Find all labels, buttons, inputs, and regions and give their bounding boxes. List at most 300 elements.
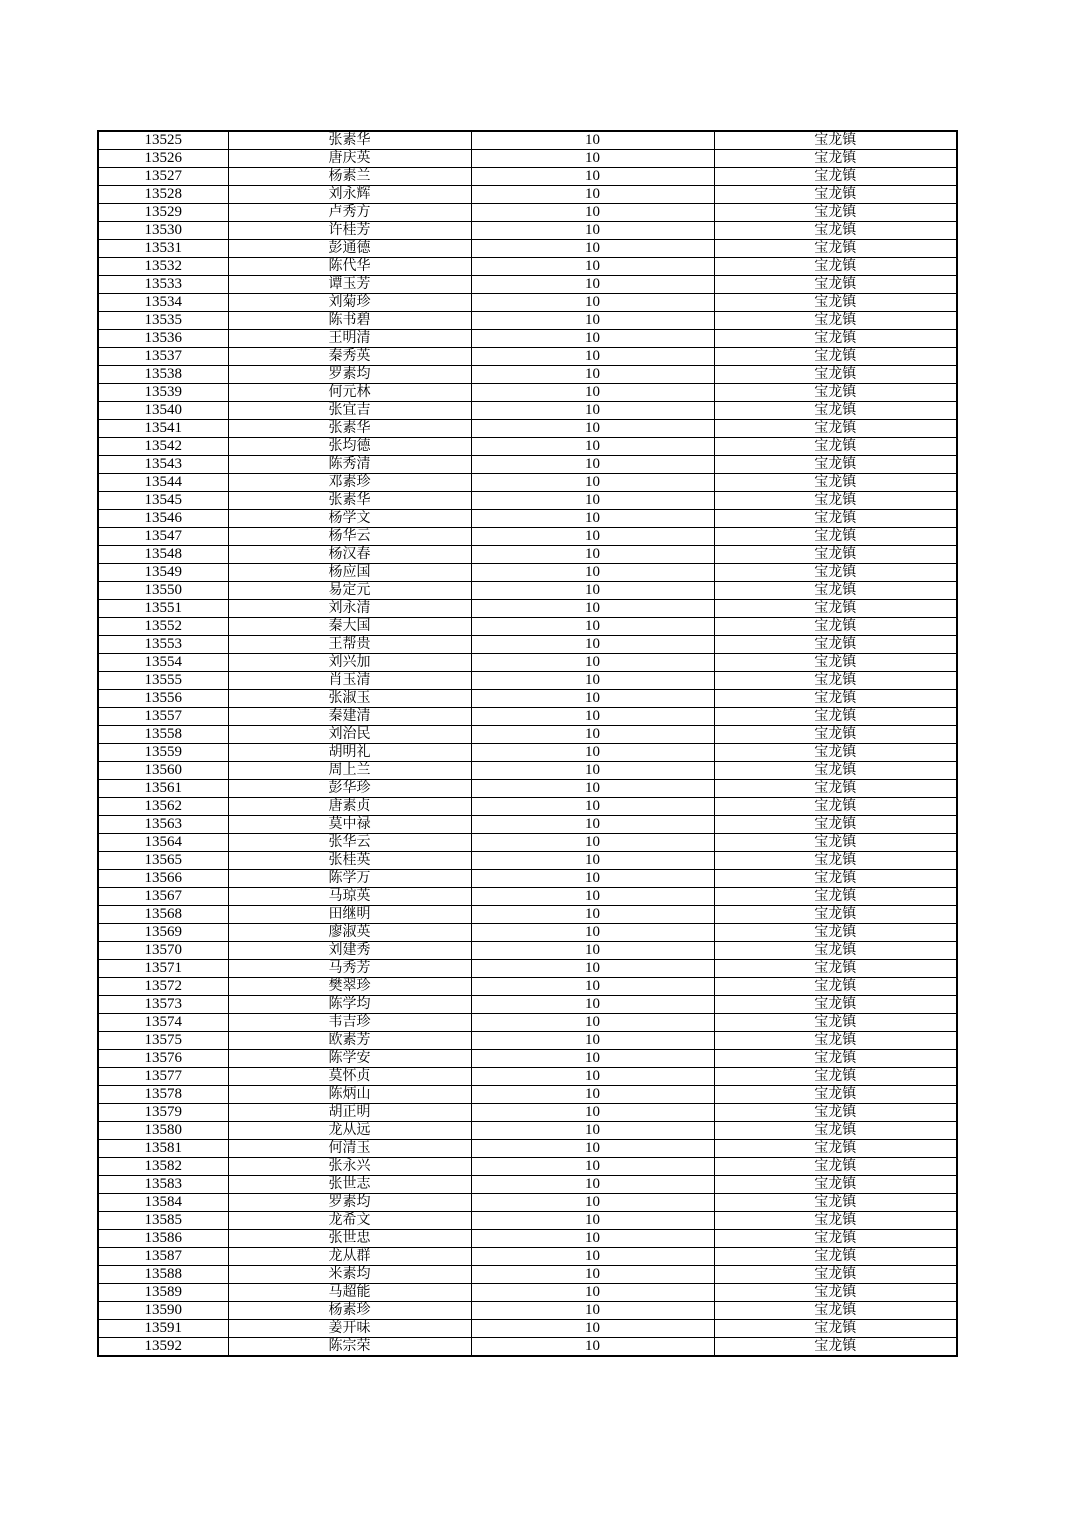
serial-number-cell: 13588: [98, 1266, 228, 1284]
amount-cell: 10: [471, 1122, 714, 1140]
name-cell: 张永兴: [228, 1158, 471, 1176]
table-row: [98, 312, 957, 330]
serial-number-cell: 13543: [98, 456, 228, 474]
serial-number-cell: 13527: [98, 168, 228, 186]
serial-number-cell: 13580: [98, 1122, 228, 1140]
town-cell: 宝龙镇: [714, 852, 957, 870]
name-cell: 莫中禄: [228, 816, 471, 834]
serial-number-cell: 13566: [98, 870, 228, 888]
serial-number-cell: 13538: [98, 366, 228, 384]
name-cell: 邓素珍: [228, 474, 471, 492]
table-row: [98, 1032, 957, 1050]
table-row: [98, 618, 957, 636]
name-cell: 许桂芳: [228, 222, 471, 240]
town-cell: 宝龙镇: [714, 131, 957, 150]
serial-number-cell: 13584: [98, 1194, 228, 1212]
serial-number-cell: 13573: [98, 996, 228, 1014]
town-cell: 宝龙镇: [714, 510, 957, 528]
serial-number-cell: 13536: [98, 330, 228, 348]
town-cell: 宝龙镇: [714, 1122, 957, 1140]
serial-number-cell: 13528: [98, 186, 228, 204]
town-cell: 宝龙镇: [714, 1104, 957, 1122]
serial-number-cell: 13582: [98, 1158, 228, 1176]
town-cell: 宝龙镇: [714, 366, 957, 384]
roster-table: [97, 130, 958, 1357]
town-cell: 宝龙镇: [714, 1176, 957, 1194]
serial-number-cell: 13565: [98, 852, 228, 870]
serial-number-cell: 13537: [98, 348, 228, 366]
serial-number-cell: 13560: [98, 762, 228, 780]
table-row: [98, 294, 957, 312]
serial-number-cell: 13544: [98, 474, 228, 492]
name-cell: 张华云: [228, 834, 471, 852]
serial-number-cell: 13546: [98, 510, 228, 528]
table-row: [98, 564, 957, 582]
name-cell: 陈学均: [228, 996, 471, 1014]
table-row: [98, 978, 957, 996]
town-cell: 宝龙镇: [714, 276, 957, 294]
table-row: [98, 1320, 957, 1338]
serial-number-cell: 13549: [98, 564, 228, 582]
table-row: [98, 1212, 957, 1230]
name-cell: 秦大国: [228, 618, 471, 636]
table-row: [98, 1194, 957, 1212]
town-cell: 宝龙镇: [714, 942, 957, 960]
table-row: [98, 1104, 957, 1122]
amount-cell: 10: [471, 1248, 714, 1266]
amount-cell: 10: [471, 726, 714, 744]
serial-number-cell: 13535: [98, 312, 228, 330]
town-cell: 宝龙镇: [714, 240, 957, 258]
amount-cell: 10: [471, 348, 714, 366]
table-row: [98, 834, 957, 852]
serial-number-cell: 13564: [98, 834, 228, 852]
table-row: [98, 348, 957, 366]
town-cell: 宝龙镇: [714, 1338, 957, 1357]
town-cell: 宝龙镇: [714, 1158, 957, 1176]
amount-cell: 10: [471, 1284, 714, 1302]
name-cell: 马琼英: [228, 888, 471, 906]
name-cell: 肖玉清: [228, 672, 471, 690]
table-row: [98, 420, 957, 438]
name-cell: 张素华: [228, 420, 471, 438]
serial-number-cell: 13585: [98, 1212, 228, 1230]
table-row: [98, 1086, 957, 1104]
table-row: [98, 240, 957, 258]
table-row: [98, 582, 957, 600]
amount-cell: 10: [471, 1050, 714, 1068]
table-row: [98, 456, 957, 474]
town-cell: 宝龙镇: [714, 1212, 957, 1230]
serial-number-cell: 13563: [98, 816, 228, 834]
name-cell: 罗素均: [228, 366, 471, 384]
amount-cell: 10: [471, 402, 714, 420]
town-cell: 宝龙镇: [714, 1086, 957, 1104]
amount-cell: 10: [471, 492, 714, 510]
amount-cell: 10: [471, 1302, 714, 1320]
town-cell: 宝龙镇: [714, 1068, 957, 1086]
amount-cell: 10: [471, 978, 714, 996]
name-cell: 刘永辉: [228, 186, 471, 204]
town-cell: 宝龙镇: [714, 744, 957, 762]
amount-cell: 10: [471, 600, 714, 618]
serial-number-cell: 13561: [98, 780, 228, 798]
amount-cell: 10: [471, 834, 714, 852]
serial-number-cell: 13551: [98, 600, 228, 618]
amount-cell: 10: [471, 1338, 714, 1357]
table-row: [98, 258, 957, 276]
table-row: [98, 816, 957, 834]
town-cell: 宝龙镇: [714, 564, 957, 582]
serial-number-cell: 13531: [98, 240, 228, 258]
amount-cell: 10: [471, 852, 714, 870]
town-cell: 宝龙镇: [714, 348, 957, 366]
serial-number-cell: 13572: [98, 978, 228, 996]
serial-number-cell: 13555: [98, 672, 228, 690]
amount-cell: 10: [471, 816, 714, 834]
amount-cell: 10: [471, 1104, 714, 1122]
town-cell: 宝龙镇: [714, 402, 957, 420]
town-cell: 宝龙镇: [714, 726, 957, 744]
amount-cell: 10: [471, 150, 714, 168]
amount-cell: 10: [471, 330, 714, 348]
amount-cell: 10: [471, 258, 714, 276]
table-row: [98, 1338, 957, 1357]
name-cell: 马超能: [228, 1284, 471, 1302]
town-cell: 宝龙镇: [714, 888, 957, 906]
table-row: [98, 492, 957, 510]
name-cell: 杨汉春: [228, 546, 471, 564]
name-cell: 陈宗荣: [228, 1338, 471, 1357]
name-cell: 杨应国: [228, 564, 471, 582]
serial-number-cell: 13533: [98, 276, 228, 294]
serial-number-cell: 13542: [98, 438, 228, 456]
town-cell: 宝龙镇: [714, 312, 957, 330]
amount-cell: 10: [471, 546, 714, 564]
table-row: [98, 690, 957, 708]
town-cell: 宝龙镇: [714, 1194, 957, 1212]
table-row: [98, 1302, 957, 1320]
serial-number-cell: 13578: [98, 1086, 228, 1104]
serial-number-cell: 13550: [98, 582, 228, 600]
amount-cell: 10: [471, 384, 714, 402]
town-cell: 宝龙镇: [714, 1266, 957, 1284]
name-cell: 罗素均: [228, 1194, 471, 1212]
serial-number-cell: 13559: [98, 744, 228, 762]
town-cell: 宝龙镇: [714, 1032, 957, 1050]
town-cell: 宝龙镇: [714, 1050, 957, 1068]
name-cell: 陈学万: [228, 870, 471, 888]
table-row: [98, 762, 957, 780]
serial-number-cell: 13574: [98, 1014, 228, 1032]
serial-number-cell: 13558: [98, 726, 228, 744]
town-cell: 宝龙镇: [714, 204, 957, 222]
name-cell: 秦秀英: [228, 348, 471, 366]
name-cell: 张宜吉: [228, 402, 471, 420]
serial-number-cell: 13532: [98, 258, 228, 276]
table-row: [98, 1158, 957, 1176]
name-cell: 张世忠: [228, 1230, 471, 1248]
serial-number-cell: 13548: [98, 546, 228, 564]
amount-cell: 10: [471, 204, 714, 222]
name-cell: 刘菊珍: [228, 294, 471, 312]
name-cell: 刘永清: [228, 600, 471, 618]
town-cell: 宝龙镇: [714, 546, 957, 564]
amount-cell: 10: [471, 131, 714, 150]
town-cell: 宝龙镇: [714, 618, 957, 636]
table-row: [98, 1140, 957, 1158]
serial-number-cell: 13571: [98, 960, 228, 978]
serial-number-cell: 13589: [98, 1284, 228, 1302]
town-cell: 宝龙镇: [714, 330, 957, 348]
table-row: [98, 1050, 957, 1068]
table-row: [98, 150, 957, 168]
serial-number-cell: 13525: [98, 131, 228, 150]
name-cell: 龙希文: [228, 1212, 471, 1230]
town-cell: 宝龙镇: [714, 978, 957, 996]
name-cell: 周上兰: [228, 762, 471, 780]
name-cell: 张淑玉: [228, 690, 471, 708]
town-cell: 宝龙镇: [714, 600, 957, 618]
table-row: [98, 636, 957, 654]
amount-cell: 10: [471, 1032, 714, 1050]
table-row: [98, 672, 957, 690]
town-cell: 宝龙镇: [714, 960, 957, 978]
amount-cell: 10: [471, 510, 714, 528]
name-cell: 廖淑英: [228, 924, 471, 942]
serial-number-cell: 13553: [98, 636, 228, 654]
name-cell: 彭华珍: [228, 780, 471, 798]
amount-cell: 10: [471, 1176, 714, 1194]
name-cell: 龙从群: [228, 1248, 471, 1266]
serial-number-cell: 13554: [98, 654, 228, 672]
table-row: [98, 888, 957, 906]
amount-cell: 10: [471, 312, 714, 330]
table-row: [98, 510, 957, 528]
name-cell: 欧素芳: [228, 1032, 471, 1050]
town-cell: 宝龙镇: [714, 150, 957, 168]
serial-number-cell: 13529: [98, 204, 228, 222]
table-row: [98, 708, 957, 726]
amount-cell: 10: [471, 618, 714, 636]
amount-cell: 10: [471, 744, 714, 762]
name-cell: 刘兴加: [228, 654, 471, 672]
serial-number-cell: 13568: [98, 906, 228, 924]
name-cell: 卢秀方: [228, 204, 471, 222]
serial-number-cell: 13541: [98, 420, 228, 438]
serial-number-cell: 13567: [98, 888, 228, 906]
table-row: [98, 726, 957, 744]
amount-cell: 10: [471, 474, 714, 492]
name-cell: 何清玉: [228, 1140, 471, 1158]
name-cell: 彭通德: [228, 240, 471, 258]
town-cell: 宝龙镇: [714, 438, 957, 456]
serial-number-cell: 13591: [98, 1320, 228, 1338]
name-cell: 唐庆英: [228, 150, 471, 168]
amount-cell: 10: [471, 888, 714, 906]
table-row: [98, 654, 957, 672]
amount-cell: 10: [471, 1140, 714, 1158]
name-cell: 何元林: [228, 384, 471, 402]
amount-cell: 10: [471, 1158, 714, 1176]
name-cell: 韦吉珍: [228, 1014, 471, 1032]
name-cell: 刘治民: [228, 726, 471, 744]
amount-cell: 10: [471, 582, 714, 600]
amount-cell: 10: [471, 654, 714, 672]
amount-cell: 10: [471, 636, 714, 654]
serial-number-cell: 13534: [98, 294, 228, 312]
town-cell: 宝龙镇: [714, 1284, 957, 1302]
table-row: [98, 204, 957, 222]
amount-cell: 10: [471, 1266, 714, 1284]
name-cell: 樊翠珍: [228, 978, 471, 996]
name-cell: 胡明礼: [228, 744, 471, 762]
town-cell: 宝龙镇: [714, 420, 957, 438]
serial-number-cell: 13570: [98, 942, 228, 960]
table-row: [98, 1122, 957, 1140]
name-cell: 陈秀清: [228, 456, 471, 474]
serial-number-cell: 13575: [98, 1032, 228, 1050]
town-cell: 宝龙镇: [714, 924, 957, 942]
serial-number-cell: 13526: [98, 150, 228, 168]
name-cell: 陈学安: [228, 1050, 471, 1068]
serial-number-cell: 13530: [98, 222, 228, 240]
table-row: [98, 852, 957, 870]
name-cell: 王帮贵: [228, 636, 471, 654]
name-cell: 刘建秀: [228, 942, 471, 960]
serial-number-cell: 13540: [98, 402, 228, 420]
table-row: [98, 168, 957, 186]
serial-number-cell: 13539: [98, 384, 228, 402]
amount-cell: 10: [471, 672, 714, 690]
table-row: [98, 276, 957, 294]
amount-cell: 10: [471, 960, 714, 978]
town-cell: 宝龙镇: [714, 870, 957, 888]
amount-cell: 10: [471, 420, 714, 438]
amount-cell: 10: [471, 996, 714, 1014]
name-cell: 张素华: [228, 492, 471, 510]
table-row: [98, 780, 957, 798]
amount-cell: 10: [471, 564, 714, 582]
town-cell: 宝龙镇: [714, 762, 957, 780]
amount-cell: 10: [471, 906, 714, 924]
table-row: [98, 1248, 957, 1266]
serial-number-cell: 13577: [98, 1068, 228, 1086]
town-cell: 宝龙镇: [714, 996, 957, 1014]
amount-cell: 10: [471, 438, 714, 456]
name-cell: 杨华云: [228, 528, 471, 546]
amount-cell: 10: [471, 294, 714, 312]
town-cell: 宝龙镇: [714, 168, 957, 186]
serial-number-cell: 13552: [98, 618, 228, 636]
table-row: [98, 1266, 957, 1284]
town-cell: 宝龙镇: [714, 456, 957, 474]
amount-cell: 10: [471, 528, 714, 546]
amount-cell: 10: [471, 1194, 714, 1212]
table-row: [98, 870, 957, 888]
amount-cell: 10: [471, 708, 714, 726]
town-cell: 宝龙镇: [714, 798, 957, 816]
table-row: [98, 1176, 957, 1194]
name-cell: 杨学文: [228, 510, 471, 528]
serial-number-cell: 13590: [98, 1302, 228, 1320]
town-cell: 宝龙镇: [714, 1320, 957, 1338]
name-cell: 马秀芳: [228, 960, 471, 978]
name-cell: 杨素兰: [228, 168, 471, 186]
amount-cell: 10: [471, 456, 714, 474]
serial-number-cell: 13545: [98, 492, 228, 510]
amount-cell: 10: [471, 1320, 714, 1338]
serial-number-cell: 13569: [98, 924, 228, 942]
table-row: [98, 996, 957, 1014]
name-cell: 陈书碧: [228, 312, 471, 330]
table-row: [98, 600, 957, 618]
amount-cell: 10: [471, 1068, 714, 1086]
table-row: [98, 744, 957, 762]
amount-cell: 10: [471, 690, 714, 708]
name-cell: 易定元: [228, 582, 471, 600]
table-row: [98, 960, 957, 978]
town-cell: 宝龙镇: [714, 1302, 957, 1320]
serial-number-cell: 13579: [98, 1104, 228, 1122]
table-row: [98, 924, 957, 942]
amount-cell: 10: [471, 276, 714, 294]
town-cell: 宝龙镇: [714, 528, 957, 546]
amount-cell: 10: [471, 1014, 714, 1032]
serial-number-cell: 13587: [98, 1248, 228, 1266]
name-cell: 米素均: [228, 1266, 471, 1284]
town-cell: 宝龙镇: [714, 294, 957, 312]
name-cell: 谭玉芳: [228, 276, 471, 294]
table-row: [98, 798, 957, 816]
amount-cell: 10: [471, 924, 714, 942]
table-row: [98, 366, 957, 384]
name-cell: 田继明: [228, 906, 471, 924]
table-row: [98, 384, 957, 402]
name-cell: 陈炳山: [228, 1086, 471, 1104]
name-cell: 陈代华: [228, 258, 471, 276]
serial-number-cell: 13556: [98, 690, 228, 708]
town-cell: 宝龙镇: [714, 780, 957, 798]
serial-number-cell: 13576: [98, 1050, 228, 1068]
town-cell: 宝龙镇: [714, 816, 957, 834]
town-cell: 宝龙镇: [714, 708, 957, 726]
amount-cell: 10: [471, 240, 714, 258]
serial-number-cell: 13592: [98, 1338, 228, 1357]
serial-number-cell: 13581: [98, 1140, 228, 1158]
table-row: [98, 438, 957, 456]
name-cell: 胡正明: [228, 1104, 471, 1122]
amount-cell: 10: [471, 870, 714, 888]
name-cell: 张均德: [228, 438, 471, 456]
serial-number-cell: 13586: [98, 1230, 228, 1248]
town-cell: 宝龙镇: [714, 1248, 957, 1266]
town-cell: 宝龙镇: [714, 690, 957, 708]
table-row: [98, 546, 957, 564]
table-row: [98, 1014, 957, 1032]
name-cell: 莫怀贞: [228, 1068, 471, 1086]
name-cell: 姜开味: [228, 1320, 471, 1338]
name-cell: 龙从远: [228, 1122, 471, 1140]
town-cell: 宝龙镇: [714, 1014, 957, 1032]
serial-number-cell: 13547: [98, 528, 228, 546]
table-row: [98, 1230, 957, 1248]
amount-cell: 10: [471, 942, 714, 960]
name-cell: 秦建清: [228, 708, 471, 726]
town-cell: 宝龙镇: [714, 186, 957, 204]
town-cell: 宝龙镇: [714, 222, 957, 240]
town-cell: 宝龙镇: [714, 654, 957, 672]
